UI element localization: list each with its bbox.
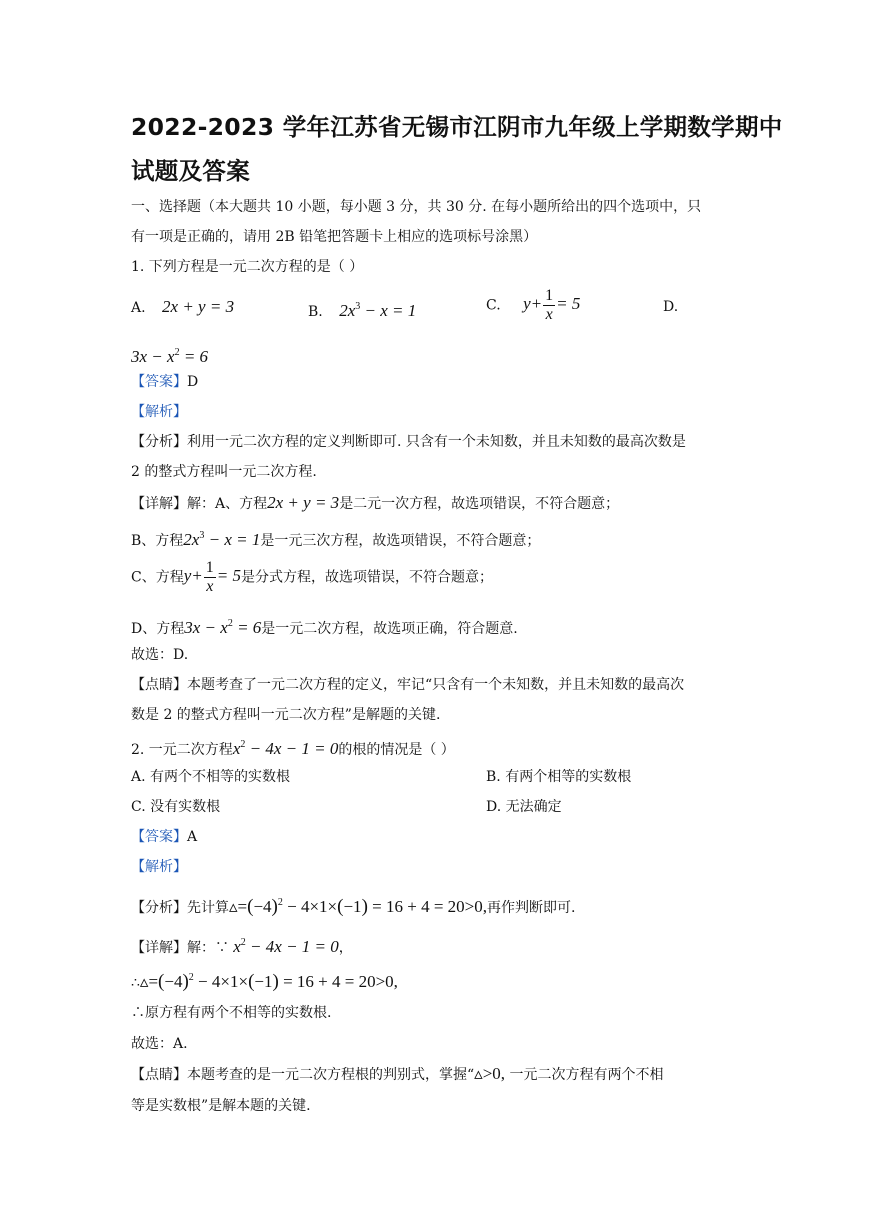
q1-dianjing-line1 [131, 675, 684, 695]
q1-option-b-expr: $2x^3 - x = 1$ [339, 301, 417, 320]
q2-option-a: A. 有两个不相等的实数根 [131, 769, 291, 785]
q2-stem [131, 735, 455, 760]
q2-fenxi [131, 893, 575, 918]
q1-choose: 故选：D. [131, 647, 189, 663]
q2-therefore-1 [131, 968, 398, 993]
q1-xiangjie-d [131, 614, 518, 639]
xj-a-pre: 解：A、方程 [187, 496, 268, 512]
q1-answer [131, 372, 198, 392]
q2-xj-pre: 解：∵ [187, 940, 229, 956]
fenxi-tag: 【分析】 [131, 434, 187, 450]
q2-choose: 故选：A. [131, 1036, 188, 1052]
q2-fenxi-post: 再作判断即可. [487, 900, 576, 916]
q1-option-a-expr: 2x + y = 3 [162, 297, 235, 316]
xj-b-post: 是一元三次方程，故选项错误，不符合题意； [260, 533, 541, 549]
answer-tag: 【答案】 [131, 829, 187, 845]
q2-delta-expr: $▵=(-4)^2 - 4\times 1\times(-1) = 16 + 4 = 20>0$, [229, 896, 487, 917]
q1-option-c-expr: y+ $\frac{1}{x}$ = 5 [523, 287, 581, 323]
dianjing-text: 本题考查了一元二次方程的定义，牢记“只含有一个未知数，并且未知数的最高次 [187, 677, 685, 693]
q2-stem-post: 的根的情况是（ ） [338, 742, 455, 758]
q2-analysis-heading [131, 857, 187, 877]
xiangjie-tag: 【详解】 [131, 496, 187, 512]
section-intro-line2: 有一项是正确的，请用 2B 铅笔把答题卡上相应的选项标号涂黑） [131, 229, 538, 245]
q2-fenxi-pre: 先计算 [187, 900, 229, 916]
q2-answer-value: A [187, 829, 198, 845]
q1-xiangjie-c [131, 559, 493, 596]
q2-answer [131, 827, 197, 847]
q1-stem: 1. 下列方程是一元二次方程的是（ ） [131, 259, 364, 275]
q1-option-c [486, 287, 580, 324]
q1-option-c-label: C. [486, 297, 501, 314]
q1-fenxi-line1 [131, 432, 686, 452]
q1-fenxi-line2: 2 的整式方程叫一元二次方程. [131, 464, 317, 480]
q2-option-c: C. 没有实数根 [131, 799, 221, 815]
q2-xj-post: ， [338, 940, 353, 956]
q1-option-a-label: A. [131, 300, 146, 316]
q2-dianjing-line1 [131, 1064, 663, 1085]
fenxi-tag: 【分析】 [131, 900, 187, 916]
q2-xj-expr: $x^2 - 4x - 1 = 0$ [233, 937, 339, 956]
q2-stem-pre: 2. 一元二次方程 [131, 742, 233, 758]
q2-stem-expr: $x^2 - 4x - 1 = 0$ [232, 739, 339, 758]
q1-option-d-label: D. [663, 299, 679, 315]
therefore-symbol: ∴ [131, 975, 140, 991]
q1-xiangjie-b [131, 526, 540, 551]
q2-dianjing-line2: 等是实数根”是解本题的关键. [131, 1098, 311, 1114]
answer-tag: 【答案】 [131, 374, 187, 390]
xiangjie-tag: 【详解】 [131, 940, 187, 956]
q2-option-b: B. 有两个相等的实数根 [486, 769, 632, 785]
q1-option-d-expr: $3x - x^2 = 6$ [131, 347, 209, 366]
q1-xiangjie-a [131, 493, 619, 514]
q2-dianjing-post: 一元二次方程有两个不相 [505, 1067, 664, 1083]
xj-d-pre: D、方程 [131, 621, 185, 637]
analysis-tag: 【解析】 [131, 404, 187, 420]
q1-option-d [663, 297, 678, 317]
xj-a-expr: 2x + y = 3 [267, 493, 340, 512]
xj-d-expr: $3x - x^2 = 6$ [184, 618, 262, 637]
q2-dianjing-pre: 本题考查的是一元二次方程根的判别式，掌握“ [187, 1067, 475, 1083]
xj-a-post: 是二元一次方程，故选项错误，不符合题意； [339, 496, 620, 512]
q2-therefore-2: ∴原方程有两个不相等的实数根. [131, 1005, 332, 1021]
doc-title-line2: 试题及答案 [131, 157, 250, 185]
q1-analysis-heading [131, 402, 187, 422]
q1-dianjing-line2: 数是 2 的整式方程叫一元二次方程”是解题的关键. [131, 707, 441, 723]
q1-answer-value: D [187, 374, 199, 390]
xj-c-pre: C、方程 [131, 569, 184, 586]
q1-option-b-label: B. [308, 304, 323, 320]
section-intro-line1: 一、选择题（本大题共 10 小题，每小题 3 分，共 30 分. 在每小题所给出的四个选项中，只 [131, 199, 702, 215]
q1-option-a [131, 297, 234, 318]
q1-option-b [308, 297, 416, 322]
q2-xiangjie [131, 933, 353, 958]
xj-b-expr: $2x^3 - x = 1$ [183, 530, 261, 549]
xj-d-post: 是一元二次方程，故选项正确，符合题意. [261, 621, 518, 637]
q2-dianjing-delta: ▵>0, [474, 1064, 506, 1083]
q2-therefore-expr: $▵=(-4)^2 - 4\times 1\times(-1) = 16 + 4 = 20>0$, [139, 971, 398, 992]
fenxi-text: 利用一元二次方程的定义判断即可. 只含有一个未知数，并且未知数的最高次数是 [187, 434, 686, 450]
dianjing-tag: 【点睛】 [131, 677, 187, 693]
xj-c-post: 是分式方程，故选项错误，不符合题意； [240, 569, 493, 586]
analysis-tag: 【解析】 [131, 859, 187, 875]
xj-b-pre: B、方程 [131, 533, 184, 549]
dianjing-tag: 【点睛】 [131, 1067, 187, 1083]
doc-title-line1: 2022-2023 学年江苏省无锡市江阴市九年级上学期数学期中 [131, 113, 783, 141]
q2-option-d: D. 无法确定 [486, 799, 562, 815]
xj-c-expr: y+ $\frac{1}{x}$ = 5 [183, 559, 241, 595]
